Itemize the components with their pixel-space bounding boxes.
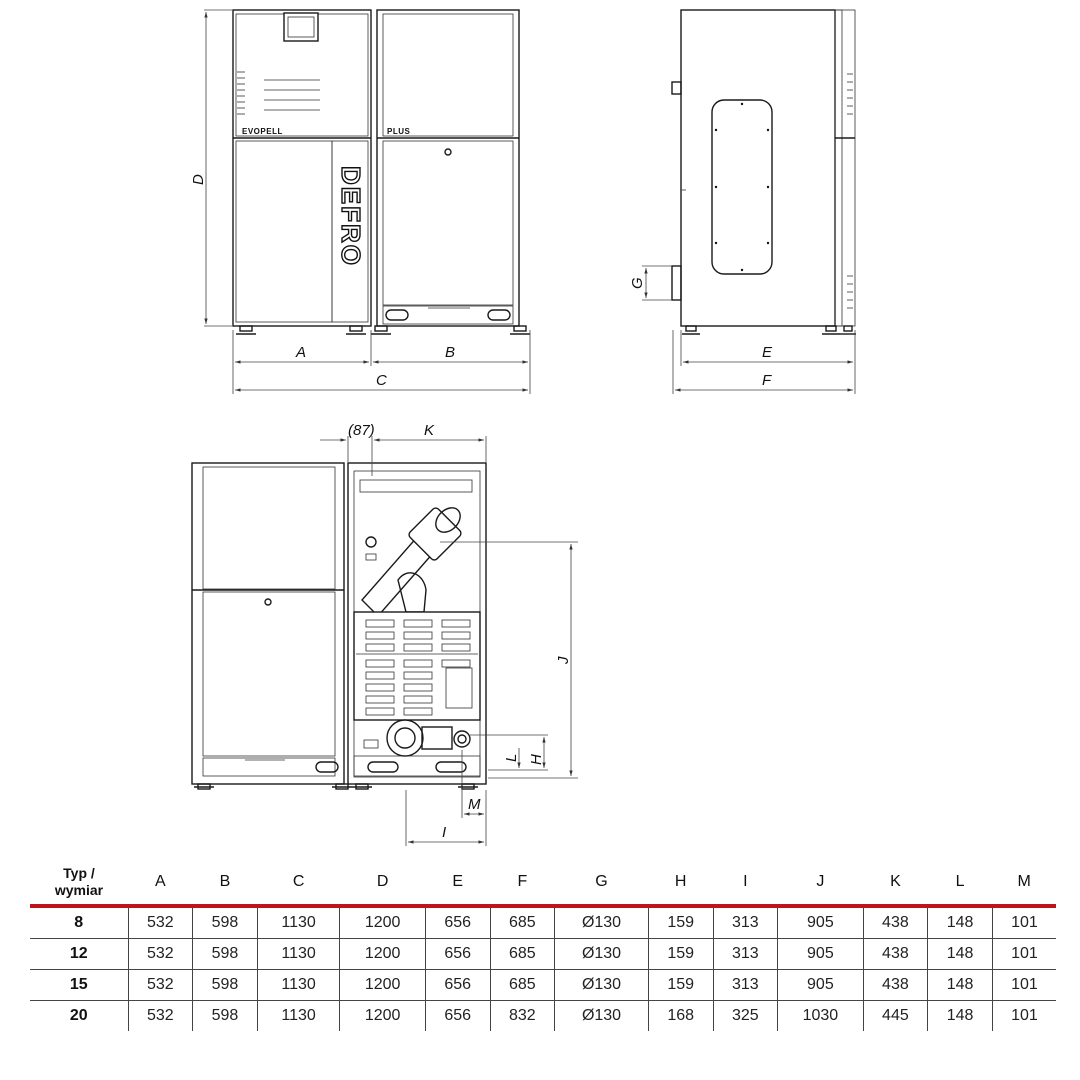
table-cell: 598 <box>193 939 258 970</box>
column-header: C <box>292 873 305 890</box>
table-cell: 1200 <box>340 970 425 1001</box>
column-header: I <box>743 873 748 890</box>
table-cell: 685 <box>490 906 555 939</box>
table-cell: 598 <box>193 906 258 939</box>
table-cell: 438 <box>863 970 928 1001</box>
table-header-row <box>30 860 1056 906</box>
corner-label-typ: Typ / <box>63 865 95 881</box>
table-row <box>30 1001 1056 1032</box>
table-cell: 532 <box>128 1001 193 1032</box>
table-cell: 532 <box>128 939 193 970</box>
dim-label-e: E <box>762 344 773 361</box>
table-row <box>30 939 1056 970</box>
table-cell: Ø130 <box>555 970 649 1001</box>
dim-label-d: D <box>190 174 207 185</box>
table-cell: 101 <box>992 970 1056 1001</box>
dim-label-j: J <box>555 656 572 664</box>
column-header: M <box>1017 873 1031 890</box>
table-cell: 532 <box>128 970 193 1001</box>
table-cell: 1130 <box>257 906 340 939</box>
table-cell: 656 <box>425 906 490 939</box>
table-cell: 313 <box>713 906 778 939</box>
table-cell: 532 <box>128 906 193 939</box>
dim-label-l: L <box>503 753 520 762</box>
dim-label-k: K <box>424 422 435 439</box>
column-header: K <box>890 873 901 890</box>
table-cell: 598 <box>193 970 258 1001</box>
table-cell: 438 <box>863 939 928 970</box>
table-cell: 313 <box>713 970 778 1001</box>
table-cell: Ø130 <box>555 1001 649 1032</box>
column-header: L <box>955 873 965 890</box>
dim-label-f: F <box>762 372 772 389</box>
table-cell: 905 <box>778 906 863 939</box>
dim-label-m: M <box>468 796 481 813</box>
table-cell: 168 <box>648 1001 713 1032</box>
table-cell: 832 <box>490 1001 555 1032</box>
table-cell: 101 <box>992 906 1056 939</box>
dim-label-87: (87) <box>348 422 375 439</box>
side-body <box>681 10 835 326</box>
corner-label-wymiar: wymiar <box>54 882 104 898</box>
table-cell: 598 <box>193 1001 258 1032</box>
table-cell: 148 <box>928 939 993 970</box>
table-cell: 101 <box>992 1001 1056 1032</box>
column-header: G <box>595 873 608 890</box>
pellet-container <box>377 10 519 326</box>
dim-label-g: G <box>629 277 646 289</box>
table-cell: 148 <box>928 906 993 939</box>
type-cell: 15 <box>30 970 128 1001</box>
table-row <box>30 906 1056 939</box>
table-cell: 1200 <box>340 939 425 970</box>
column-header: H <box>674 873 687 890</box>
type-cell: 8 <box>30 906 128 939</box>
table-cell: 325 <box>713 1001 778 1032</box>
brand-plus: PLUS <box>387 127 411 136</box>
dim-label-a: A <box>296 344 307 361</box>
column-header: B <box>219 873 231 890</box>
table-cell: 656 <box>425 939 490 970</box>
column-header: E <box>452 873 464 890</box>
table-cell: 685 <box>490 939 555 970</box>
table-cell: 148 <box>928 970 993 1001</box>
table-cell: 1030 <box>778 1001 863 1032</box>
column-header: A <box>154 873 166 890</box>
dim-label-b: B <box>445 344 456 361</box>
table-cell: 1130 <box>257 970 340 1001</box>
table-cell: Ø130 <box>555 939 649 970</box>
dim-label-i: I <box>442 824 447 841</box>
open-feeder-view <box>192 422 578 846</box>
table-cell: 159 <box>648 906 713 939</box>
type-cell: 20 <box>69 1007 88 1024</box>
table-cell: 1130 <box>257 939 340 970</box>
table-corner-header <box>30 860 128 906</box>
table-cell: 1200 <box>340 906 425 939</box>
table-cell: 148 <box>928 1001 993 1032</box>
table-cell: 1130 <box>257 1001 340 1032</box>
dimensions-table <box>30 860 1056 1031</box>
table-cell: 313 <box>713 939 778 970</box>
table-cell: 159 <box>648 970 713 1001</box>
table-cell: 159 <box>648 939 713 970</box>
table-cell: 438 <box>863 906 928 939</box>
table-cell: 656 <box>425 970 490 1001</box>
type-cell: 12 <box>30 939 128 970</box>
dim-label-c: C <box>376 372 387 389</box>
table-cell: 685 <box>490 970 555 1001</box>
table-cell: 905 <box>778 939 863 970</box>
column-header: F <box>517 873 528 890</box>
column-header: J <box>816 873 825 890</box>
table-cell: 656 <box>425 1001 490 1032</box>
front-view <box>190 10 530 394</box>
table-cell: 1200 <box>340 1001 425 1032</box>
side-view <box>629 10 856 394</box>
table-cell: 101 <box>992 939 1056 970</box>
flue-outlet <box>672 266 681 300</box>
table-cell: 445 <box>863 1001 928 1032</box>
dim-label-h: H <box>528 754 545 765</box>
column-header: D <box>376 873 389 890</box>
boiler-side-panel <box>192 463 344 784</box>
table-cell: Ø130 <box>555 906 649 939</box>
table-cell: 905 <box>778 970 863 1001</box>
brand-evopell: EVOPELL <box>242 127 283 136</box>
brand-defro: DEFRO <box>336 166 366 267</box>
table-row <box>30 970 1056 1001</box>
